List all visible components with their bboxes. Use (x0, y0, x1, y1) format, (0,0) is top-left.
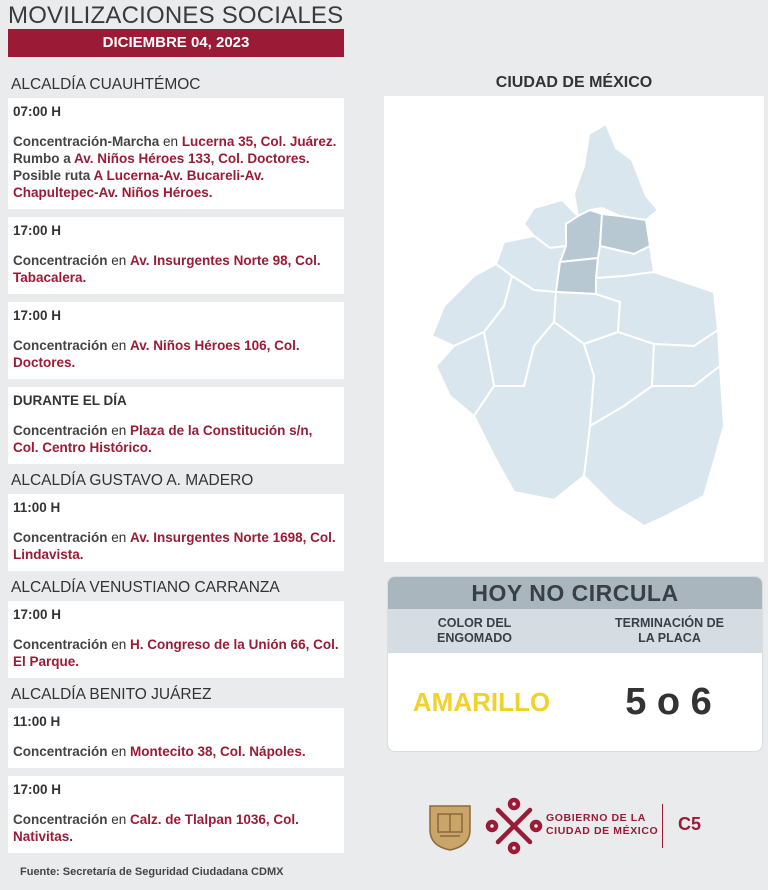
event-description (13, 422, 339, 456)
event-description (13, 811, 339, 845)
event-text: Concentración (13, 744, 108, 759)
government-logo-text (546, 812, 658, 838)
event-description (13, 743, 339, 760)
hoy-no-circula-title: HOY NO CIRCULA (388, 577, 762, 609)
event-time: 17:00 H (13, 223, 62, 238)
sticker-color-value: AMARILLO (412, 686, 551, 717)
event-text: en (159, 134, 182, 149)
section-heading: ALCALDÍA GUSTAVO A. MADERO (11, 472, 254, 489)
event-text: Concentración (13, 530, 108, 545)
event-card (8, 217, 344, 294)
event-text: Concentración (13, 423, 108, 438)
plate-digits-value: 5 o 6 (625, 680, 712, 723)
event-location: Lucerna 35, Col. Juárez. (181, 134, 337, 149)
event-location: Plaza de la Constitución s/n, Col. Centro Histórico. (13, 423, 313, 455)
cdmx-map (384, 96, 764, 562)
date-banner: DICIEMBRE 04, 2023 (8, 29, 344, 57)
event-text: en (107, 423, 131, 438)
event-text: en (107, 253, 131, 268)
event-time: 17:00 H (13, 308, 62, 323)
events-list (8, 72, 344, 861)
event-description (13, 636, 339, 670)
event-description (13, 252, 339, 286)
event-location: H. Congreso de la Unión 66, Col. El Parque. (13, 637, 339, 669)
event-location: A Lucerna-Av. Bucareli-Av. Chapultepec-Av. Niños Héroes. (13, 168, 265, 200)
section-heading: ALCALDÍA VENUSTIANO CARRANZA (11, 579, 280, 596)
event-time: 17:00 H (13, 607, 62, 622)
event-text: Concentración (13, 812, 108, 827)
event-time: 11:00 H (13, 714, 61, 729)
event-location: Montecito 38, Col. Nápoles. (130, 744, 306, 759)
event-card (8, 708, 344, 768)
event-description (13, 529, 339, 563)
event-card (8, 494, 344, 571)
event-card (8, 98, 344, 209)
event-text: en (107, 744, 131, 759)
cdmx-map-svg (384, 96, 764, 562)
government-line-1: GOBIERNO DE LA (546, 812, 646, 824)
event-time: 17:00 H (13, 782, 62, 797)
event-description (13, 337, 339, 371)
event-location: Av. Niños Héroes 106, Col. Doctores. (13, 338, 300, 370)
hoy-no-circula-header-row (388, 609, 762, 653)
coat-of-arms-icon (426, 800, 474, 852)
event-card (8, 776, 344, 853)
plate-ending-label: TERMINACIÓN DE LA PLACA (614, 616, 725, 645)
sticker-color-label: COLOR DEL ENGOMADO (437, 616, 512, 645)
map-region-benito-juarez (556, 258, 598, 294)
event-text: Concentración (13, 253, 108, 268)
event-location: Calz. de Tlalpan 1036, Col. Nativitas. (13, 812, 299, 844)
hoy-no-circula-values (388, 653, 762, 751)
event-location: Av. Niños Héroes 133, Col. Doctores. (74, 151, 310, 166)
logo-separator (662, 804, 663, 848)
event-text: Rumbo a (13, 151, 75, 166)
map-region-gam (574, 124, 658, 220)
event-text: en (107, 530, 131, 545)
event-text: Concentración (13, 637, 108, 652)
event-card (8, 302, 344, 379)
event-text: en (107, 338, 131, 353)
event-location: Av. Insurgentes Norte 98, Col. Tabacalera. (13, 253, 321, 285)
page-title: MOVILIZACIONES SOCIALES (8, 2, 344, 29)
source-note: Fuente: Secretaría de Seguridad Ciudadana CDMX (20, 866, 284, 878)
event-card (8, 387, 344, 464)
event-time: 11:00 H (13, 500, 61, 515)
map-title: CIUDAD DE MÉXICO (495, 74, 653, 91)
section-heading: ALCALDÍA CUAUHTÉMOC (11, 76, 201, 93)
event-text: Concentración (13, 338, 108, 353)
event-card (8, 601, 344, 678)
event-text: en (107, 637, 131, 652)
event-description (13, 133, 339, 201)
hoy-no-circula-panel (387, 576, 763, 752)
section-heading: ALCALDÍA BENITO JUÁREZ (11, 686, 212, 703)
logos (426, 796, 726, 856)
government-line-2: CIUDAD DE MÉXICO (546, 825, 659, 837)
event-time: DURANTE EL DÍA (13, 393, 127, 408)
cdmx-logo-icon (484, 796, 544, 856)
c5-logo: C5 (678, 814, 702, 834)
event-text: en (107, 812, 131, 827)
event-location: Av. Insurgentes Norte 1698, Col. Lindavista. (13, 530, 336, 562)
event-text: Posible ruta (13, 168, 94, 183)
event-text: Concentración-Marcha (13, 134, 160, 149)
event-time: 07:00 H (13, 104, 62, 119)
